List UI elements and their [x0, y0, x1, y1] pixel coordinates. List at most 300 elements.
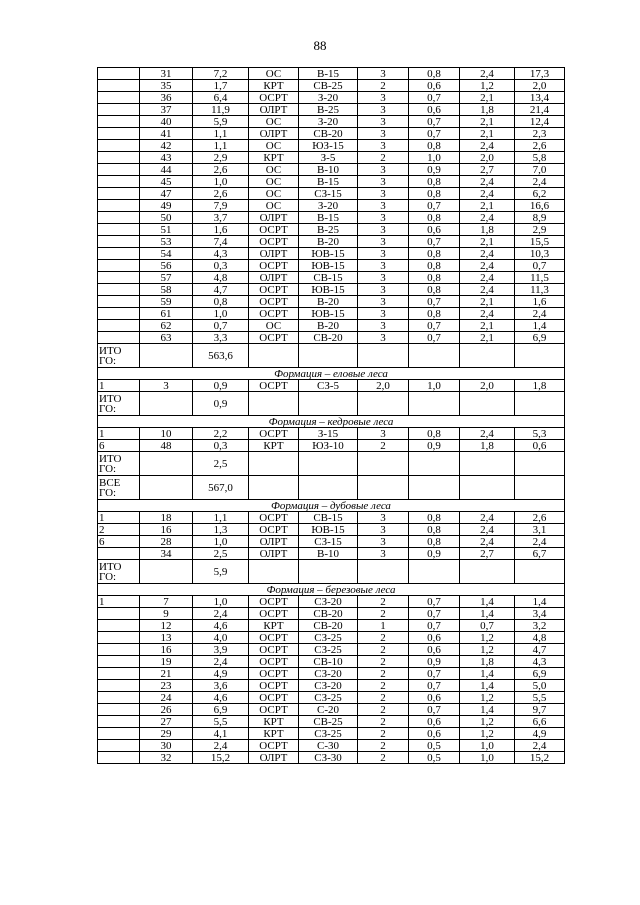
table-cell — [98, 320, 140, 332]
table-cell — [98, 68, 140, 80]
table-cell: 2 — [358, 692, 409, 704]
table-cell: 1,2 — [460, 632, 515, 644]
empty-cell — [358, 452, 409, 476]
table-cell: 1,4 — [460, 608, 515, 620]
table-cell: СЗ-25 — [299, 632, 358, 644]
table-cell: 2,5 — [193, 548, 249, 560]
table-cell: 0,9 — [409, 164, 460, 176]
table-cell: 2,4 — [460, 188, 515, 200]
table-cell: 3 — [140, 380, 193, 392]
table-cell: 12,4 — [515, 116, 565, 128]
table-cell: ОСРТ — [249, 596, 299, 608]
table-cell: 56 — [140, 260, 193, 272]
table-cell: ОСРТ — [249, 656, 299, 668]
table-cell: СЗ-5 — [299, 380, 358, 392]
table-cell — [98, 704, 140, 716]
table-cell: ЮВ-15 — [299, 308, 358, 320]
table-cell: 1,8 — [460, 224, 515, 236]
table-cell: В-15 — [299, 212, 358, 224]
table-cell: ОСРТ — [249, 632, 299, 644]
table-row — [98, 752, 565, 764]
table-cell: 6,6 — [515, 716, 565, 728]
empty-cell — [358, 560, 409, 584]
table-cell: 53 — [140, 236, 193, 248]
table-cell: 3,4 — [515, 608, 565, 620]
table-row — [98, 284, 565, 296]
formation-header-row — [98, 584, 565, 596]
table-cell: 0,8 — [193, 296, 249, 308]
table-cell: 51 — [140, 224, 193, 236]
table-cell: 6 — [98, 440, 140, 452]
table-cell: ЮЗ-10 — [299, 440, 358, 452]
table-cell: 0,7 — [409, 704, 460, 716]
table-cell: 0,6 — [409, 224, 460, 236]
table-cell: 2,4 — [193, 608, 249, 620]
table-cell: 31 — [140, 68, 193, 80]
table-cell: СВ-25 — [299, 80, 358, 92]
table-cell: 6,7 — [515, 548, 565, 560]
table-cell: 0,5 — [409, 740, 460, 752]
table-cell: СЗ-15 — [299, 536, 358, 548]
table-cell: ОСРТ — [249, 644, 299, 656]
table-cell: 1,4 — [515, 320, 565, 332]
table-cell: СВ-20 — [299, 332, 358, 344]
empty-cell — [515, 560, 565, 584]
table-cell: СВ-20 — [299, 128, 358, 140]
table-cell: С-30 — [299, 740, 358, 752]
formation-title: Формация – кедровые леса — [98, 416, 565, 428]
table-cell: 1 — [358, 620, 409, 632]
table-cell: 0,6 — [409, 80, 460, 92]
table-cell: 3,9 — [193, 644, 249, 656]
table-cell: 7,9 — [193, 200, 249, 212]
table-cell: ОСРТ — [249, 680, 299, 692]
table-cell: 10 — [140, 428, 193, 440]
table-cell: 0,6 — [409, 632, 460, 644]
table-cell: 2 — [98, 524, 140, 536]
table-cell: 0,8 — [409, 428, 460, 440]
empty-cell — [249, 452, 299, 476]
table-cell: 2,7 — [460, 164, 515, 176]
table-cell: 34 — [140, 548, 193, 560]
table-cell: 0,3 — [193, 260, 249, 272]
table-cell: СВ-25 — [299, 716, 358, 728]
table-cell: 3 — [358, 236, 409, 248]
table-cell: ОС — [249, 320, 299, 332]
table-cell: 2,6 — [193, 164, 249, 176]
table-cell: 45 — [140, 176, 193, 188]
table-cell: 0,7 — [409, 116, 460, 128]
total-value: 0,9 — [193, 392, 249, 416]
table-cell: 0,7 — [409, 596, 460, 608]
table-cell: 2,0 — [460, 380, 515, 392]
formation-title: Формация – дубовые леса — [98, 500, 565, 512]
table-cell: 0,7 — [193, 320, 249, 332]
table-cell: 4,6 — [193, 620, 249, 632]
table-cell: 44 — [140, 164, 193, 176]
table-cell: 2,6 — [515, 512, 565, 524]
table-cell: 0,8 — [409, 272, 460, 284]
total-row — [98, 392, 565, 416]
table-cell: 0,8 — [409, 68, 460, 80]
table-cell: 0,6 — [409, 728, 460, 740]
table-cell: 2,4 — [460, 512, 515, 524]
table-cell: ОЛРТ — [249, 272, 299, 284]
table-row — [98, 692, 565, 704]
table-cell: 13 — [140, 632, 193, 644]
table-cell: 0,7 — [409, 620, 460, 632]
table-cell: 0,5 — [409, 752, 460, 764]
table-cell: 4,1 — [193, 728, 249, 740]
table-cell: ЮВ-15 — [299, 248, 358, 260]
table-cell: СВ-20 — [299, 608, 358, 620]
table-cell: 0,9 — [409, 440, 460, 452]
table-cell — [98, 92, 140, 104]
table-cell: 4,7 — [515, 644, 565, 656]
table-row — [98, 632, 565, 644]
total-value: 5,9 — [193, 560, 249, 584]
table-cell: 30 — [140, 740, 193, 752]
table-row — [98, 536, 565, 548]
empty-cell — [140, 452, 193, 476]
table-cell: 3 — [358, 260, 409, 272]
table-cell — [98, 656, 140, 668]
empty-cell — [409, 392, 460, 416]
table-cell: 7,4 — [193, 236, 249, 248]
empty-cell — [299, 344, 358, 368]
table-row — [98, 728, 565, 740]
table-cell: ОСРТ — [249, 236, 299, 248]
empty-cell — [249, 476, 299, 500]
table-cell: 50 — [140, 212, 193, 224]
table-cell: КРТ — [249, 728, 299, 740]
table-cell: ОС — [249, 176, 299, 188]
table-cell: 1,0 — [193, 596, 249, 608]
table-cell: 21 — [140, 668, 193, 680]
table-cell: 2 — [358, 644, 409, 656]
table-cell: ОСРТ — [249, 668, 299, 680]
table-cell: 63 — [140, 332, 193, 344]
table-cell: 18 — [140, 512, 193, 524]
formation-title: Формация – березовые леса — [98, 584, 565, 596]
table-cell: ОСРТ — [249, 524, 299, 536]
table-row — [98, 104, 565, 116]
table-row — [98, 188, 565, 200]
table-cell: КРТ — [249, 620, 299, 632]
table-cell: 0,7 — [409, 236, 460, 248]
table-cell: 2,4 — [460, 428, 515, 440]
table-cell: ОЛРТ — [249, 248, 299, 260]
table-cell: 1,8 — [460, 656, 515, 668]
table-cell: 3 — [358, 272, 409, 284]
forest-data-table — [97, 67, 565, 764]
table-cell: 3,3 — [193, 332, 249, 344]
table-cell: 3 — [358, 188, 409, 200]
table-row — [98, 152, 565, 164]
table-cell: 0,8 — [409, 512, 460, 524]
table-cell: 43 — [140, 152, 193, 164]
table-cell: 1,4 — [460, 704, 515, 716]
formation-title: Формация – еловые леса — [98, 368, 565, 380]
table-row — [98, 224, 565, 236]
table-cell: 2 — [358, 680, 409, 692]
table-row — [98, 248, 565, 260]
table-row — [98, 716, 565, 728]
table-cell: 1,8 — [460, 104, 515, 116]
table-cell: В-20 — [299, 320, 358, 332]
table-cell: 3 — [358, 512, 409, 524]
table-cell: 1,4 — [460, 668, 515, 680]
table-cell: 3 — [358, 296, 409, 308]
empty-cell — [140, 344, 193, 368]
table-cell: 3 — [358, 524, 409, 536]
table-cell: 1 — [98, 512, 140, 524]
table-cell: 1,6 — [193, 224, 249, 236]
table-cell: 2,7 — [460, 548, 515, 560]
table-cell — [98, 644, 140, 656]
table-cell: З-20 — [299, 116, 358, 128]
table-cell: 2 — [358, 632, 409, 644]
table-cell: 2,9 — [193, 152, 249, 164]
table-row — [98, 620, 565, 632]
table-cell: ОС — [249, 140, 299, 152]
table-cell: 2,4 — [460, 140, 515, 152]
table-cell: 57 — [140, 272, 193, 284]
table-cell — [98, 752, 140, 764]
empty-cell — [249, 344, 299, 368]
total-value: 563,6 — [193, 344, 249, 368]
empty-cell — [460, 392, 515, 416]
total-row — [98, 344, 565, 368]
table-cell: 11,9 — [193, 104, 249, 116]
table-cell: 59 — [140, 296, 193, 308]
table-cell: 9 — [140, 608, 193, 620]
table-cell: 3 — [358, 536, 409, 548]
table-cell: 11,5 — [515, 272, 565, 284]
table-cell: 4,9 — [193, 668, 249, 680]
table-cell: 0,6 — [409, 692, 460, 704]
table-row — [98, 164, 565, 176]
table-cell: 35 — [140, 80, 193, 92]
table-cell: 2 — [358, 656, 409, 668]
table-cell — [98, 176, 140, 188]
table-row — [98, 680, 565, 692]
table-cell: 0,8 — [409, 308, 460, 320]
table-cell: СЗ-25 — [299, 728, 358, 740]
table-cell: 0,7 — [409, 332, 460, 344]
table-row — [98, 296, 565, 308]
table-cell: 3 — [358, 176, 409, 188]
table-cell: 3 — [358, 428, 409, 440]
table-cell — [98, 80, 140, 92]
table-cell — [98, 716, 140, 728]
table-cell: 0,6 — [409, 716, 460, 728]
table-cell: 1,0 — [193, 176, 249, 188]
table-cell — [98, 692, 140, 704]
table-cell: ОСРТ — [249, 692, 299, 704]
table-cell: СЗ-25 — [299, 692, 358, 704]
table-cell: 27 — [140, 716, 193, 728]
table-cell: 29 — [140, 728, 193, 740]
table-cell: 49 — [140, 200, 193, 212]
total-label: ИТО ГО: — [98, 344, 140, 368]
table-row — [98, 236, 565, 248]
table-cell: 2 — [358, 740, 409, 752]
empty-cell — [409, 560, 460, 584]
empty-cell — [358, 476, 409, 500]
table-cell: 15,5 — [515, 236, 565, 248]
table-cell — [98, 548, 140, 560]
table-cell: 6 — [98, 536, 140, 548]
table-cell: 7,2 — [193, 68, 249, 80]
table-cell: ОС — [249, 164, 299, 176]
table-cell: 2,4 — [460, 284, 515, 296]
table-cell — [98, 272, 140, 284]
table-cell: З-15 — [299, 428, 358, 440]
table-cell: 2,1 — [460, 128, 515, 140]
table-cell: 1,8 — [460, 440, 515, 452]
table-cell: 2 — [358, 728, 409, 740]
table-cell: 4,6 — [193, 692, 249, 704]
table-cell: 2 — [358, 152, 409, 164]
table-cell: СЗ-30 — [299, 752, 358, 764]
table-cell: 0,7 — [409, 680, 460, 692]
table-cell: 1,7 — [193, 80, 249, 92]
table-cell: 26 — [140, 704, 193, 716]
table-cell: ЮЗ-15 — [299, 140, 358, 152]
table-cell: ОСРТ — [249, 740, 299, 752]
table-cell: 0,8 — [409, 140, 460, 152]
table-cell — [98, 116, 140, 128]
table-cell: ОСРТ — [249, 92, 299, 104]
table-cell — [98, 632, 140, 644]
table-cell: 3,7 — [193, 212, 249, 224]
table-cell: 9,7 — [515, 704, 565, 716]
table-row — [98, 68, 565, 80]
table-cell: 3,2 — [515, 620, 565, 632]
table-cell: ЮВ-15 — [299, 260, 358, 272]
table-row — [98, 128, 565, 140]
table-cell: ОСРТ — [249, 260, 299, 272]
table-cell: В-10 — [299, 548, 358, 560]
table-cell: 2,4 — [515, 740, 565, 752]
table-cell: 3 — [358, 68, 409, 80]
grand-total-value: 567,0 — [193, 476, 249, 500]
table-cell: 5,5 — [193, 716, 249, 728]
table-cell: 2,0 — [358, 380, 409, 392]
table-cell: 0,7 — [409, 608, 460, 620]
table-cell: 0,7 — [409, 320, 460, 332]
table-cell: СВ-20 — [299, 620, 358, 632]
table-cell: З-20 — [299, 92, 358, 104]
table-cell: 1,3 — [193, 524, 249, 536]
table-cell: 28 — [140, 536, 193, 548]
table-cell: 0,6 — [409, 104, 460, 116]
table-cell — [98, 296, 140, 308]
table-cell: 1,0 — [460, 740, 515, 752]
table-cell: 17,3 — [515, 68, 565, 80]
table-cell — [98, 152, 140, 164]
table-cell: В-15 — [299, 68, 358, 80]
table-cell: 0,7 — [409, 92, 460, 104]
empty-cell — [460, 560, 515, 584]
table-cell: 11,3 — [515, 284, 565, 296]
table-cell: 4,3 — [193, 248, 249, 260]
table-row — [98, 644, 565, 656]
table-cell: 2 — [358, 716, 409, 728]
table-cell: ОЛРТ — [249, 104, 299, 116]
table-cell: ОСРТ — [249, 308, 299, 320]
table-cell: 3 — [358, 548, 409, 560]
table-cell: 1,1 — [193, 140, 249, 152]
table-row — [98, 596, 565, 608]
table-cell: СВ-15 — [299, 512, 358, 524]
table-row — [98, 308, 565, 320]
table-cell — [98, 620, 140, 632]
formation-header-row — [98, 368, 565, 380]
table-cell: 12 — [140, 620, 193, 632]
table-row — [98, 668, 565, 680]
table-cell: 4,0 — [193, 632, 249, 644]
table-cell: 58 — [140, 284, 193, 296]
table-row — [98, 608, 565, 620]
table-cell: 41 — [140, 128, 193, 140]
table-cell: 6,9 — [193, 704, 249, 716]
table-cell: 3 — [358, 128, 409, 140]
table-cell: 2,6 — [515, 140, 565, 152]
table-cell: 0,7 — [460, 620, 515, 632]
table-cell: 1,4 — [460, 596, 515, 608]
table-cell: 2,1 — [460, 296, 515, 308]
table-cell: 16 — [140, 644, 193, 656]
table-cell: 2,1 — [460, 92, 515, 104]
table-cell: 0,8 — [409, 524, 460, 536]
table-cell: 2,0 — [515, 80, 565, 92]
formation-header-row — [98, 500, 565, 512]
table-cell: 2,4 — [460, 248, 515, 260]
table-cell: ОСРТ — [249, 512, 299, 524]
table-cell: КРТ — [249, 80, 299, 92]
table-row — [98, 704, 565, 716]
table-cell: 1 — [98, 596, 140, 608]
table-cell: СЗ-20 — [299, 596, 358, 608]
table-cell: ОЛРТ — [249, 548, 299, 560]
table-cell — [98, 188, 140, 200]
table-cell: 0,7 — [515, 260, 565, 272]
table-cell — [98, 740, 140, 752]
table-cell: 23 — [140, 680, 193, 692]
table-cell: 3 — [358, 104, 409, 116]
page-number: 88 — [313, 38, 327, 53]
table-cell: СЗ-25 — [299, 644, 358, 656]
empty-cell — [358, 344, 409, 368]
table-cell: 2,4 — [460, 212, 515, 224]
table-cell: 2,1 — [460, 116, 515, 128]
empty-cell — [299, 560, 358, 584]
table-cell: 1,2 — [460, 80, 515, 92]
table-row — [98, 524, 565, 536]
table-cell: 0,9 — [409, 656, 460, 668]
table-cell: В-25 — [299, 224, 358, 236]
table-cell — [98, 284, 140, 296]
table-cell: 3 — [358, 140, 409, 152]
table-cell — [98, 308, 140, 320]
table-cell: З-20 — [299, 200, 358, 212]
table-row — [98, 656, 565, 668]
table-cell: 42 — [140, 140, 193, 152]
table-cell: 7,0 — [515, 164, 565, 176]
table-cell: 48 — [140, 440, 193, 452]
